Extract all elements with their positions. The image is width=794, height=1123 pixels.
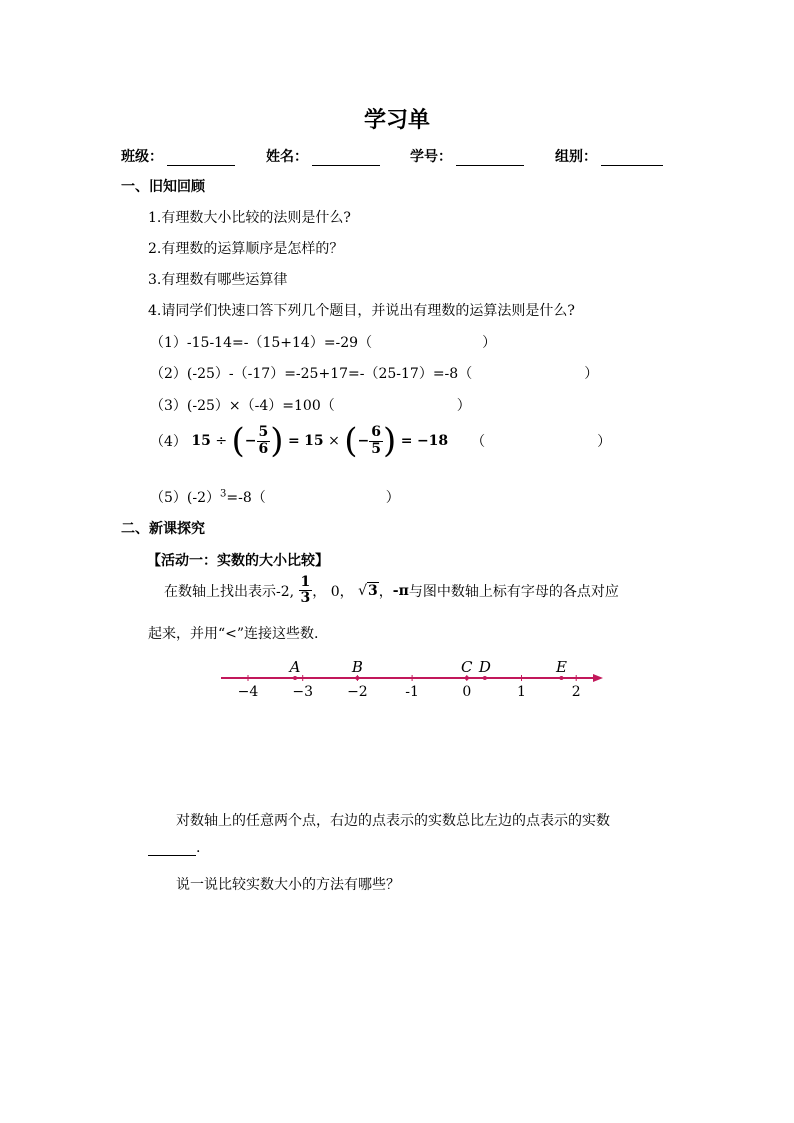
comma: ， [312,583,327,600]
point-label: D [478,658,491,676]
tick-label: 2 [571,684,581,700]
paragraph-text: 与图中数轴上标有字母的各点对应 [408,583,619,600]
class-blank[interactable] [167,151,235,166]
close-paren: ） [385,490,400,506]
exercise-prefix: （4） [150,434,187,450]
point-marker [465,676,469,680]
point-label: A [289,658,301,676]
period: . [196,840,201,856]
question-4: 4.请同学们快速口答下列几个题目，并说出有理数的运算法则是什么? [148,303,575,319]
section1-heading: 一、旧知回顾 [121,179,205,195]
page-title: 学习单 [363,108,430,133]
point-marker [483,676,487,680]
multiplicand: 15 [304,433,324,449]
left-paren-1: ( [231,421,245,461]
equals-1: = [287,433,300,449]
result: −18 [416,433,449,449]
fraction-1-3 [299,575,313,607]
question-1: 1.有理数大小比较的法则是什么? [148,210,351,226]
exercise-2 [150,363,598,383]
point-label: B [351,658,363,676]
id-label: 学号： [410,149,452,165]
answer-blank[interactable] [148,841,196,856]
question-2: 2.有理数的运算顺序是怎样的？ [148,241,344,257]
question-3: 3.有理数有哪些运算律 [148,272,288,288]
conclusion-paragraph: 对数轴上的任意两个点，右边的点表示的实数总比左边的点表示的实数 [176,813,610,829]
tick-label: −3 [292,684,314,700]
exponent: 3 [220,488,227,500]
open-paren: （ [471,434,486,450]
name-label: 姓名： [266,149,308,165]
exercise-4 [150,421,612,461]
discussion-question: 说一说比较实数大小的方法有哪些？ [176,877,400,893]
exercise-prefix: （5）(-2） [150,490,221,506]
times-sign: × [328,433,340,449]
point-marker [355,676,359,680]
dividend: 15 [191,433,211,449]
minus-sign: − [244,433,257,449]
minus-sign: − [357,433,370,449]
point-label: E [555,658,567,676]
comma: ， [378,583,393,600]
radicand: 3 [368,582,378,599]
numerator: 1 [300,574,311,590]
tick-label: 0 [462,684,472,700]
close-paren: ） [584,366,599,382]
left-paren-2: ( [344,421,358,461]
zero: 0， [330,583,354,600]
tick-label: -1 [405,684,419,700]
exercise-text: （3）(-25）×（-4）=100（ [150,398,335,414]
sqrt-3: √3 [358,582,378,599]
id-field [410,146,524,166]
denominator: 3 [300,590,311,607]
number-line-arrow-icon [593,674,603,682]
close-paren: ） [597,434,612,450]
exercise-text: （1）-15-14=-（15+14）=-29（ [150,335,373,351]
activity-paragraph-1 [164,575,619,607]
group-blank[interactable] [601,151,663,166]
divide-sign: ÷ [215,433,228,449]
exercise-3 [150,395,471,415]
conclusion-blank-line [148,840,200,856]
exercise-rest: =-8（ [226,490,266,506]
right-paren-2: ) [383,421,397,461]
denominator: 6 [258,440,269,457]
close-paren: ） [456,398,471,414]
fraction-5-6 [257,425,271,457]
paragraph-text: 在数轴上找出表示-2, [164,583,295,600]
class-field [121,146,235,166]
activity-paragraph-2: 起来，并用“<”连接这些数. [148,626,319,642]
denominator: 5 [371,440,382,457]
group-field [555,146,663,166]
name-blank[interactable] [312,151,380,166]
exercise-text: （2）(-25）-（-17）=-25+17=-（25-17）=-8（ [150,366,473,382]
id-blank[interactable] [456,151,524,166]
numerator: 6 [371,424,382,441]
right-paren-1: ) [270,421,284,461]
fraction-6-5 [369,425,383,457]
numerator: 5 [258,424,269,441]
group-label: 组别： [555,149,597,165]
number-line [215,654,610,702]
tick-label: −2 [347,684,368,700]
section2-heading: 二、新课探究 [121,521,205,537]
activity-heading: 【活动一：实数的大小比较】 [147,553,329,569]
equals-2: = [400,433,413,449]
class-label: 班级： [121,149,163,165]
close-paren: ） [482,335,497,351]
tick-label: −4 [237,684,259,700]
exercise-1 [150,332,496,352]
name-field [266,146,380,166]
point-label: C [461,658,473,676]
neg-pi: -π [392,582,409,599]
point-marker [293,676,297,680]
tick-label: 1 [517,684,526,700]
exercise-5 [150,487,400,507]
point-marker [559,676,563,680]
